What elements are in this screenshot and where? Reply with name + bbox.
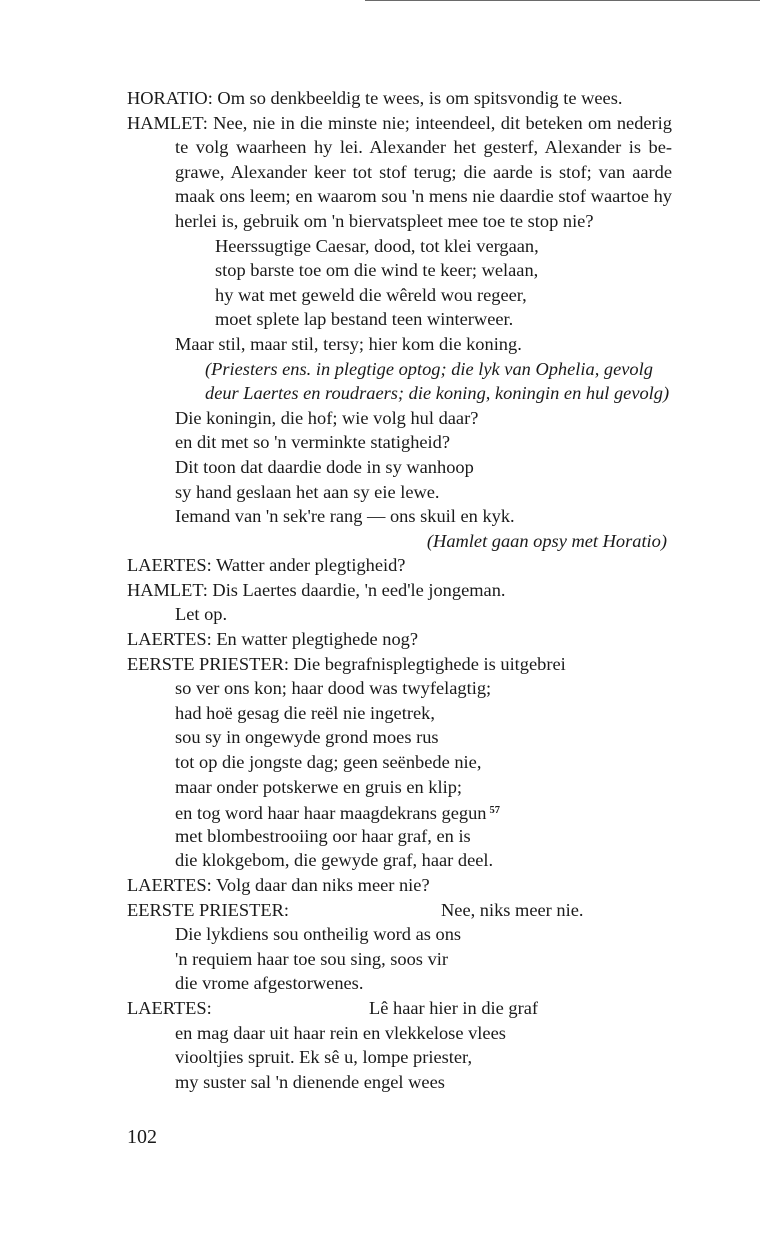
text-line: HAMLET: Nee, nie in die minste nie; inteendeel, dit beteken om nederig [127,112,672,133]
text-line: grawe, Alexander keer tot stof terug; die aarde is stof; van aarde [175,161,672,182]
text-line: HORATIO: Om so denkbeeldig te wees, is om spitsvondig te wees. [127,88,623,108]
text-line: Die koningin, die hof; wie volg hul daar? [175,407,479,428]
verse-line: die vrome afgestorwenes. [175,973,364,994]
page-number: 102 [127,1126,157,1148]
verse-line: met blombestrooiing oor haar graf, en is [175,825,471,846]
split-line-continuation: Nee, niks meer nie. [441,899,584,920]
verse-line: maar onder potskerwe en gruis en klip; [175,776,463,797]
text-line: LAERTES: En watter plegtighede nog? [127,629,419,650]
split-line-continuation: Lê haar hier in die graf [369,997,538,1018]
top-rule [365,0,760,1]
text-line: LAERTES: Watter ander plegtigheid? [127,555,406,576]
text-line: Let op. [175,604,228,625]
text-line: Dit toon dat daardie dode in sy wanhoop [175,456,474,477]
verse-line: tot op die jongste dag; geen seënbede nie, [175,752,482,773]
text-line: Maar stil, maar stil, tersy; hier kom die koning. [175,333,522,354]
stage-direction: (Priesters ens. in plegtige optog; die lyk van Ophelia, gevolg [205,358,653,379]
text-line: LAERTES: Lê haar hier in die graf [0,996,760,1021]
text-line: te volg waarheen hy lei. Alexander het gesterf, Alexander is be- [175,137,672,158]
stage-direction: deur Laertes en roudraers; die koning, koningin en hul gevolg) [205,383,670,404]
verse-line: die klokgebom, die gewyde graf, haar deel. [175,850,494,871]
verse-line: viooltjies spruit. Ek sê u, lompe priester, [175,1047,473,1068]
text-line: en dit met so 'n verminkte statigheid? [175,432,451,453]
text-line: EERSTE PRIESTER: Nee, niks meer nie. [0,898,760,923]
verse-line: hy wat met geweld die wêreld wou regeer, [215,284,527,305]
verse-line: en tog word haar haar maagdekrans gegun $^{57}$ [175,803,500,824]
text-line: herlei is, gebruik om 'n biervatspleet mee toe te stop nie? [175,210,594,231]
verse-line: Die lykdiens sou ontheilig word as ons [175,924,462,945]
text-line: LAERTES: Volg daar dan niks meer nie? [127,875,430,895]
text-line: Iemand van 'n sek're rang — ons skuil en kyk. [175,506,515,527]
verse-line: had hoë gesag die reël nie ingetrek, [175,702,435,723]
verse-line: stop barste toe om die wind te keer; welaan, [215,260,539,281]
verse-line: moet splete lap bestand teen winterweer. [215,309,514,330]
page-body [0,86,760,1094]
text-line: sy hand geslaan het aan sy eie lewe. [175,481,440,502]
verse-line: 'n requiem haar toe sou sing, soos vir [175,948,448,969]
footnote-ref: 57 [489,805,500,817]
text-line: EERSTE PRIESTER: Die begrafnisplegtighede is uitgebrei [127,653,566,674]
stage-direction: (Hamlet gaan opsy met Horatio) [426,530,667,551]
text-line: HAMLET: Dis Laertes daardie, 'n eed'le jongeman. [127,579,506,600]
verse-line: Heerssugtige Caesar, dood, tot klei vergaan, [215,235,539,256]
verse-line: my suster sal 'n dienende engel wees [175,1071,445,1092]
verse-line: so ver ons kon; haar dood was twyfelagtig; [175,678,492,699]
verse-line: en mag daar uit haar rein en vlekkelose vlees [175,1022,506,1043]
text-line: maak ons leem; en waarom sou 'n mens nie daardie stof waartoe hy [175,186,672,207]
verse-line: sou sy in ongewyde grond moes rus [175,727,439,748]
